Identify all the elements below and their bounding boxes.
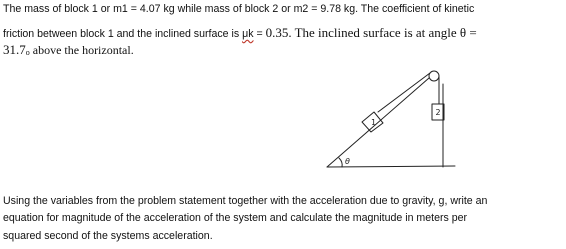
angle-arc bbox=[339, 158, 342, 167]
question-line-1: Using the variables from the problem statement together with the acceleration due to gravity, g, write an bbox=[3, 195, 488, 207]
block-2-label: 2 bbox=[435, 108, 441, 117]
degree-mark: o bbox=[25, 48, 30, 57]
problem-line-2-serif: 0.35. The inclined surface is at angle θ = bbox=[265, 25, 477, 40]
angle-value: 31.7 bbox=[3, 42, 26, 57]
incline-base bbox=[327, 166, 455, 167]
incline-surface bbox=[327, 78, 429, 167]
mu-k-symbol: μk bbox=[242, 28, 254, 40]
problem-line-3-text: above the horizontal. bbox=[29, 43, 134, 57]
block-1-label: 1 bbox=[371, 118, 377, 127]
equals-sign: = bbox=[253, 28, 266, 40]
question-line-2: equation for magnitude of the acceleration of the system and calculate the magnitude in meters per bbox=[3, 212, 468, 224]
question-line-3: squared second of the systems acceleration. bbox=[3, 230, 213, 242]
block-1 bbox=[362, 112, 383, 132]
block-2 bbox=[432, 104, 444, 120]
problem-line-1: The mass of block 1 or m1 = 4.07 kg while mass of block 2 or m2 = 9.78 kg. The coefficient of kinetic bbox=[3, 3, 475, 15]
problem-line-2-text: friction between block 1 and the inclined surface is bbox=[3, 28, 243, 40]
pulley-icon bbox=[429, 71, 439, 81]
string-segment-1 bbox=[378, 73, 430, 112]
angle-label: θ bbox=[345, 157, 350, 166]
